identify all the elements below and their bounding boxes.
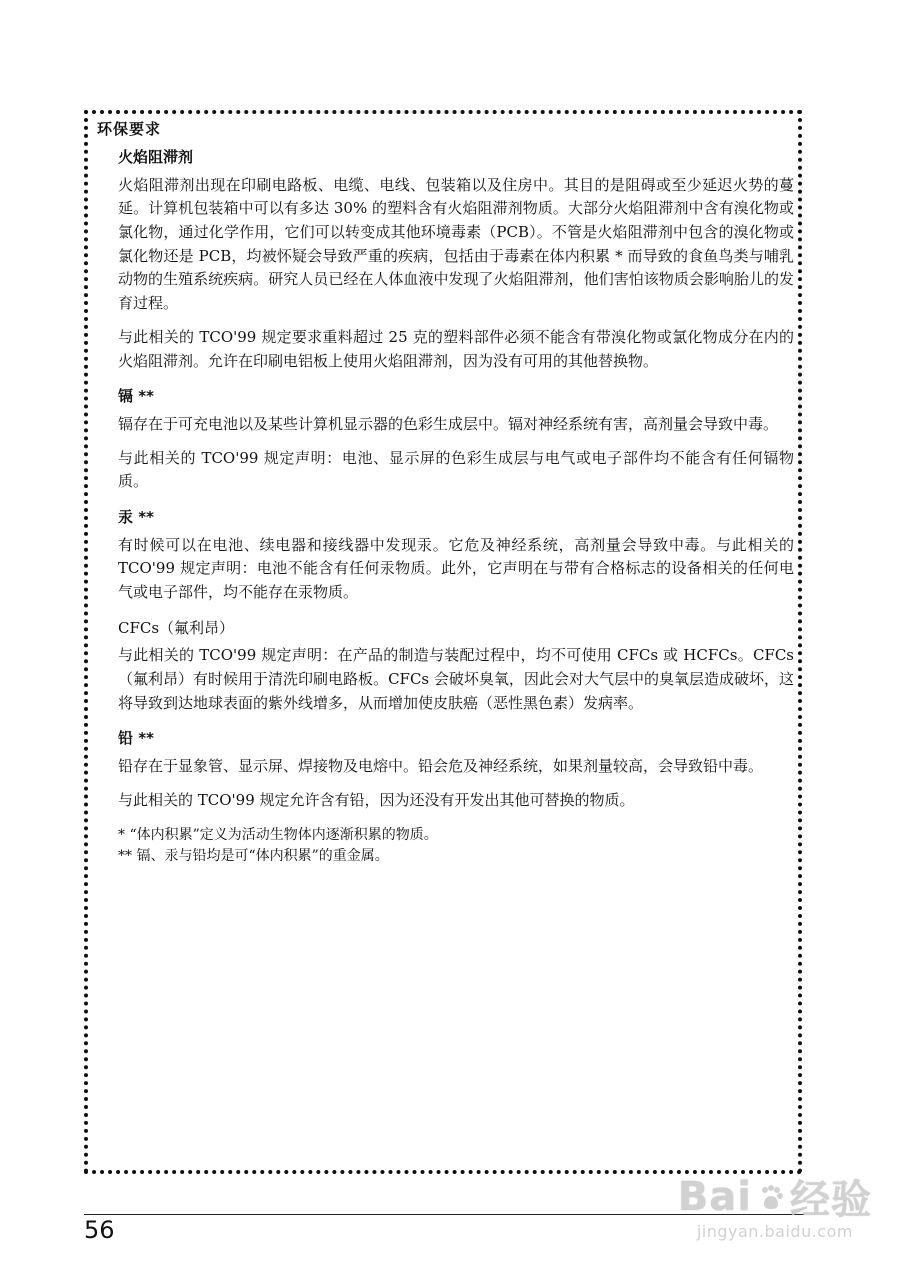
page-number: 56 xyxy=(84,1216,115,1244)
section-cfcs xyxy=(118,617,794,716)
cfcs-paragraph-1: 与此相关的 TCO'99 规定声明：在产品的制造与装配过程中，均不可使用 CFCs 或 HCFCs。CFCs（氟利昂）有时候用于清洗印刷电路板。CFCs 会破坏臭氧，因此会对大气层中的臭氧层造成破坏，这将导致到达地球表面的紫外线增多，从而增加使皮肤癌（恶性黑色素）发病率。 xyxy=(118,646,794,712)
cadmium-paragraph-1: 镉存在于可充电池以及某些计算机显示器的色彩生成层中。镉对神经系统有害，高剂量会导致中毒。 xyxy=(118,414,779,433)
section-title: 环保要求 xyxy=(97,120,162,138)
lead-paragraph-2: 与此相关的 TCO'99 规定允许含有铅，因为还没有开发出其他可替换的物质。 xyxy=(118,790,635,809)
section-lead xyxy=(118,727,794,812)
baidu-jingyan-watermark xyxy=(678,1168,872,1241)
section-flame-retardants xyxy=(118,146,794,373)
flame-retardants-paragraph-1: 火焰阻滞剂出现在印刷电路板、电缆、电线、包装箱以及住房中。其目的是阻碍或至少延迟火势的蔓延。计算机包装箱中可以有多达 30% 的塑料含有火焰阻滞剂物质。大部分火焰阻滞剂中含有溴化物或氯化物，通过化学作用，它们可以转变成其他环境毒素（PCB）。不管是火焰阻滞剂中包含的溴化物或氯化物还是 PCB，均被怀疑会导致严重的疾病，包括由于毒素在体内积累 * 而导致的食鱼鸟类与哺乳动物的生殖系统疾病。研究人员已经在人体血液中发现了火焰阻滞剂，他们害怕该物质会影响胎儿的发育过程。 xyxy=(118,175,794,313)
watermark-brand xyxy=(678,1168,872,1225)
footnotes xyxy=(118,825,794,868)
section-cadmium xyxy=(118,385,794,494)
section-mercury xyxy=(118,506,794,605)
lead-paragraph-1: 铅存在于显象管、显示屏、焊接物及电熔中。铅会危及神经系统，如果剂量较高，会导致铅中毒。 xyxy=(118,757,764,776)
cfcs-title: CFCs（氟利昂） xyxy=(118,618,235,637)
footnote-2: ** 镉、汞与铅均是可“体内积累”的重金属。 xyxy=(118,848,389,865)
footnote-1: * “体内积累”定义为活动生物体内逐渐积累的物质。 xyxy=(118,826,438,843)
flame-retardants-paragraph-2: 与此相关的 TCO'99 规定要求重料超过 25 克的塑料部件必须不能含有带溴化物或氯化物成分在内的火焰阻滞剂。允许在印刷电铝板上使用火焰阻滞剂，因为没有可用的其他替换物。 xyxy=(118,327,794,370)
watermark-site: jingyan.baidu.com xyxy=(696,1222,853,1241)
flame-retardants-title: 火焰阻滞剂 xyxy=(118,148,194,166)
paw-icon xyxy=(756,1182,786,1212)
mercury-paragraph-1: 有时候可以在电池、续电器和接线器中发现汞。它危及神经系统，高剂量会导致中毒。与此相关的 TCO'99 规定声明：电池不能含有任何汞物质。此外，它声明在与带有合格标志的设备相关的任何电气或电子部件，均不能存在汞物质。 xyxy=(118,535,794,601)
watermark-brand-right: 经验 xyxy=(790,1177,872,1223)
watermark-brand-left: Bai xyxy=(677,1173,752,1220)
mercury-title: 汞 ** xyxy=(118,507,154,526)
lead-title: 铅 ** xyxy=(118,729,154,748)
cadmium-title: 镉 ** xyxy=(118,387,154,406)
content-area xyxy=(118,146,794,868)
cadmium-paragraph-2: 与此相关的 TCO'99 规定声明：电池、显示屏的色彩生成层与电气或电子部件均不能含有任何镉物质。 xyxy=(118,448,794,491)
